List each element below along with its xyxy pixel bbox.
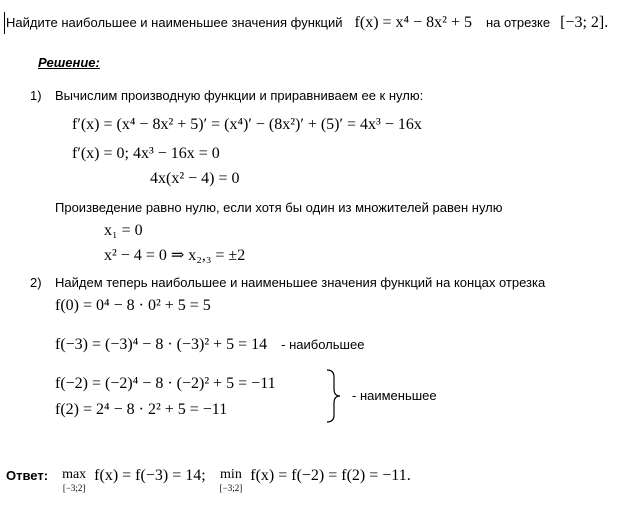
task-text: Найдите наибольшее и наименьшее значения функций [6, 15, 343, 30]
max-operator [62, 467, 86, 493]
min-operator [220, 467, 243, 493]
step1-text: Вычислим производную функции и приравниваем ее к нулю: [55, 88, 424, 103]
f-at-0: f(0) = 0⁴ − 8 · 0² + 5 = 5 [55, 297, 211, 314]
task-segment-text: на отрезке [485, 15, 551, 30]
solution-heading: Решение: [38, 55, 100, 70]
max-note: - наибольшее [281, 337, 365, 352]
f-at-minus3: f(−3) = (−3)⁴ − 8 · (−3)² + 5 = 14 [55, 336, 268, 353]
right-brace [323, 368, 345, 424]
root-x1: x₁ = 0 [104, 222, 143, 239]
task-statement [6, 14, 608, 32]
root-x23: x² − 4 = 0 ⇒ x₂,₃ = ±2 [104, 247, 246, 264]
factored-line: 4x(x² − 4) = 0 [150, 170, 240, 187]
max-op: max [62, 467, 87, 482]
task-function: f(x) = x⁴ − 8x² + 5 [354, 14, 472, 31]
answer-row [6, 467, 411, 493]
min-expression: f(x) = f(−2) = f(2) = −11. [250, 467, 411, 484]
f-at-2: f(2) = 2⁴ − 8 · 2² + 5 = −11 [55, 401, 228, 418]
max-op-sub: [−3;2] [62, 483, 86, 493]
task-segment: [−3; 2]. [560, 14, 609, 31]
f-at-minus2: f(−2) = (−2)⁴ − 8 · (−2)² + 5 = −11 [55, 375, 276, 392]
step2-number: 2) [30, 275, 42, 290]
f-at-minus3-row [55, 336, 364, 354]
min-op: min [220, 467, 242, 482]
product-text: Произведение равно нулю, если хотя бы один из множителей равен нулю [55, 200, 503, 215]
min-note: - наименьшее [352, 388, 437, 403]
min-op-sub: [−3;2] [219, 483, 243, 493]
text-cursor [4, 12, 5, 34]
step1-number: 1) [30, 88, 42, 103]
derivative-line: f′(x) = (x⁴ − 8x² + 5)′ = (x⁴)′ − (8x²)′ + (5)′ = 4x³ − 16x [72, 116, 422, 133]
max-expression: f(x) = f(−3) = 14; [94, 467, 206, 484]
answer-label: Ответ: [6, 468, 49, 483]
derivative-equation-line: f′(x) = 0; 4x³ − 16x = 0 [72, 145, 220, 162]
step2-text: Найдем теперь наибольшее и наименьшее значения функций на концах отрезка [55, 275, 546, 290]
